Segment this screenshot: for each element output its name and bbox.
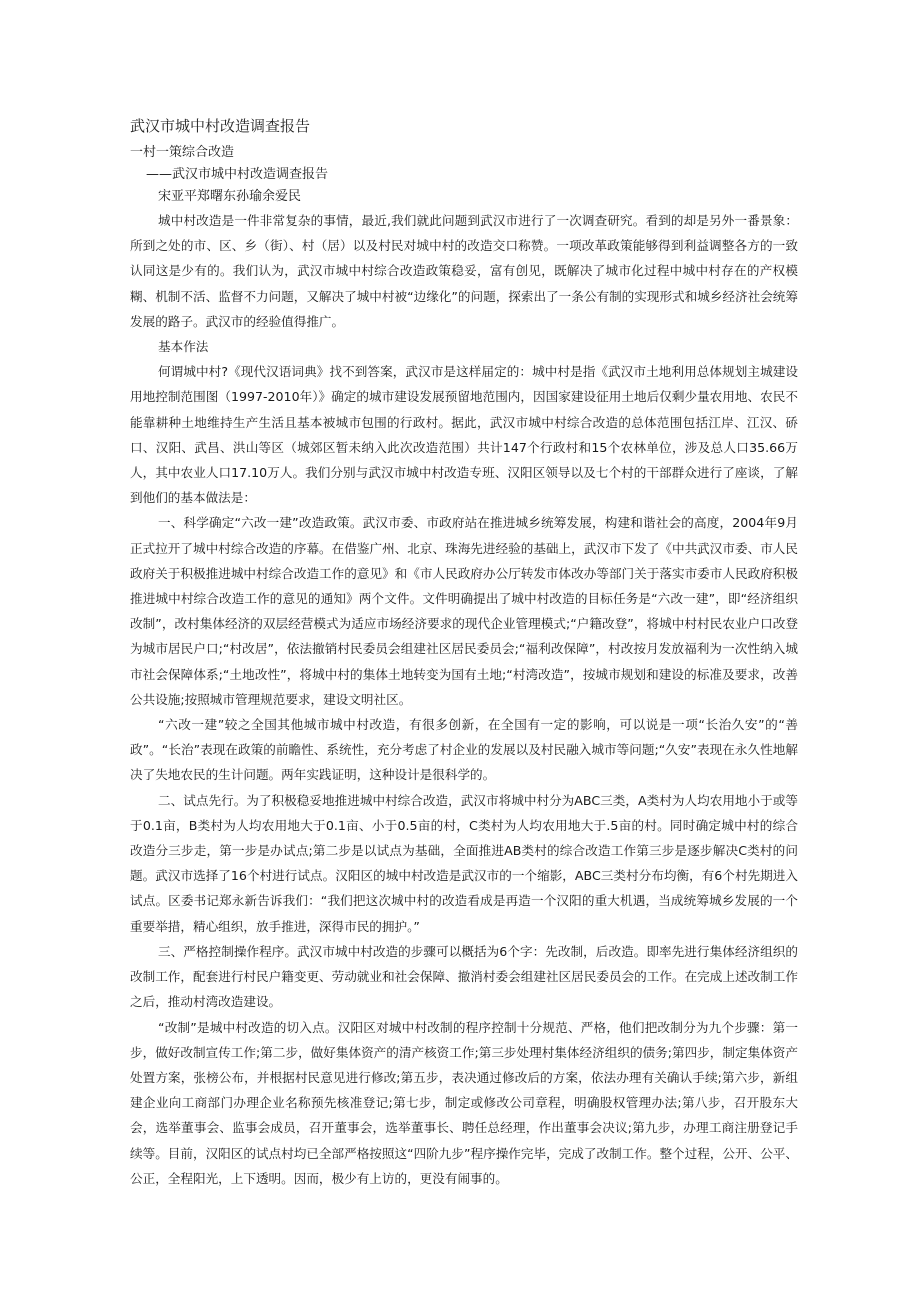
- document-subtitle: 一村一策综合改造: [130, 145, 235, 160]
- document-title: 武汉市城中村改造调查报告: [130, 117, 311, 135]
- point1-comment-paragraph: “六改一建”较之全国其他城市城中村改造，有很多创新，在全国有一定的影响，可以说是一项“长治久安”的“善政”。“长治”表现在政策的前瞻性、系统性，充分考虑了村企业的发展以及村民融入城市等问题;“久安”表现在永久性地解决了失地农民的生计问题。两年实践证明，这种设计是很科学的。: [130, 717, 798, 783]
- definition-paragraph: 何谓城中村?《现代汉语词典》找不到答案，武汉市是这样届定的：城中村是指《武汉市土地利用总体规划主城建设用地控制范围图（1997-2010年）》确定的城市建设发展预留地范围内，因国家建设征用土地后仅剩少量农用地、农民不能靠耕种土地维持生产生活且基本被城市包围的行政村。据此，武汉市城中村综合改造的总体范围包括江岸、江汉、硚口、汉阳、武昌、洪山等区（城郊区暂未纳入此次改造范围）共计147个行政村和15个农林单位，涉及总人口35.66万人，其中农业人口17.10万人。我们分别与武汉市城中村改造专班、汉阳区领导以及七个村的干部群众进行了座谈，了解到他们的基本做法是：: [130, 364, 798, 506]
- document-subheading: ——武汉市城中村改造调查报告: [146, 167, 329, 182]
- section-heading-basic: 基本作法: [158, 339, 209, 355]
- point2-paragraph: 二、试点先行。为了积极稳妥地推进城中村综合改造，武汉市将城中村分为ABC三类，A类村为人均农用地小于或等于0.1亩，B类村为人均农用地大于0.1亩、小于0.5亩的村，C类村为人均农用地大于.5亩的村。同时确定城中村的综合改造分三步走，第一步是办试点;第二步是以试点为基础，全面推进AB类村的综合改造工作第三步是逐步解决C类村的问题。武汉市选择了16个村进行试点。汉阳区的城中村改造是武汉市的一个缩影，ABC三类村分布均衡，有6个村先期进入试点。区委书记郑永新告诉我们：“我们把这次城中村的改造看成是再造一个汉阳的重大机遇，当成统筹城乡发展的一个重要举措，精心组织，放手推进，深得市民的拥护。”: [130, 792, 798, 934]
- point3-detail-paragraph: “改制”是城中村改造的切入点。汉阳区对城中村改制的程序控制十分规范、严格，他们把改制分为九个步骤：第一步，做好改制宣传工作;第二步，做好集体资产的清产核资工作;第三步处理村集体经济组织的债务;第四步，制定集体资产处置方案，张榜公布，并根据村民意见进行修改;第五步，表决通过修改后的方案，依法办理有关确认手续;第六步，新组建企业向工商部门办理企业名称预先核准登记;第七步，制定或修改公司章程，明确股权管理办法;第八步，召开股东大会，选举董事会、监事会成员，召开董事会，选举董事长、聘任总经理，作出董事会决议;第九步，办理工商注册登记手续等。目前，汉阳区的试点村均已全部严格按照这“四阶九步”程序操作完毕，完成了改制工作。整个过程，公开、公平、公正，全程阳光，上下透明。因而，极少有上访的，更没有闹事的。: [130, 1019, 798, 1186]
- document-authors: 宋亚平郑曙东孙瑜余爱民: [158, 189, 302, 204]
- point3-paragraph: 三、严格控制操作程序。武汉市城中村改造的步骤可以概括为6个字：先改制，后改造。即率先进行集体经济组织的改制工作，配套进行村民户籍变更、劳动就业和社会保障、撤消村委会组建社区居民委员会的工作。在完成上述改制工作之后，推动村湾改造建设。: [130, 943, 798, 1010]
- document-page: [130, 112, 798, 1191]
- intro-paragraph: 城中村改造是一件非常复杂的事情，最近,我们就此问题到武汉市进行了一次调查研究。看到的却是另外一番景象：所到之处的市、区、乡（街）、村（居）以及村民对城中村的改造交口称赞。一项改革政策能够得到利益调整各方的一致认同这是少有的。我们认为，武汉市城中村综合改造政策稳妥，富有创见，既解决了城市化过程中城中村存在的产权模糊、机制不活、监督不力问题，又解决了城中村被“边缘化”的问题，探索出了一条公有制的实现形式和城乡经济社会统筹发展的路子。武汉市的经验值得推广。: [130, 213, 798, 329]
- point1-paragraph: 一、科学确定“六改一建”改造政策。武汉市委、市政府站在推进城乡统筹发展，构建和谐社会的高度，2004年9月正式拉开了城中村综合改造的序幕。在借鉴广州、北京、珠海先进经验的基础上，武汉市下发了《中共武汉市委、市人民政府关于积极推进城中村综合改造工作的意见》和《市人民政府办公厅转发市体改办等部门关于落实市委市人民政府积极推进城中村综合改造工作的意见的通知》两个文件。文件明确提出了城中村改造的目标任务是“六改一建”，即“经济组织改制”，改村集体经济的双层经营模式为适应市场经济要求的现代企业管理模式;“户籍改登”，将城中村村民农业户口改登为城市居民户口;“村改居”，依法撤销村民委员会组建社区居民委员会;“福利改保障”，村改按月发放福利为一次性纳入城市社会保障体系;“土地改性”，将城中村的集体土地转变为国有土地;“村湾改造”，按城市规划和建设的标准及要求，改善公共设施;按照城市管理规范要求，建设文明社区。: [130, 515, 798, 707]
